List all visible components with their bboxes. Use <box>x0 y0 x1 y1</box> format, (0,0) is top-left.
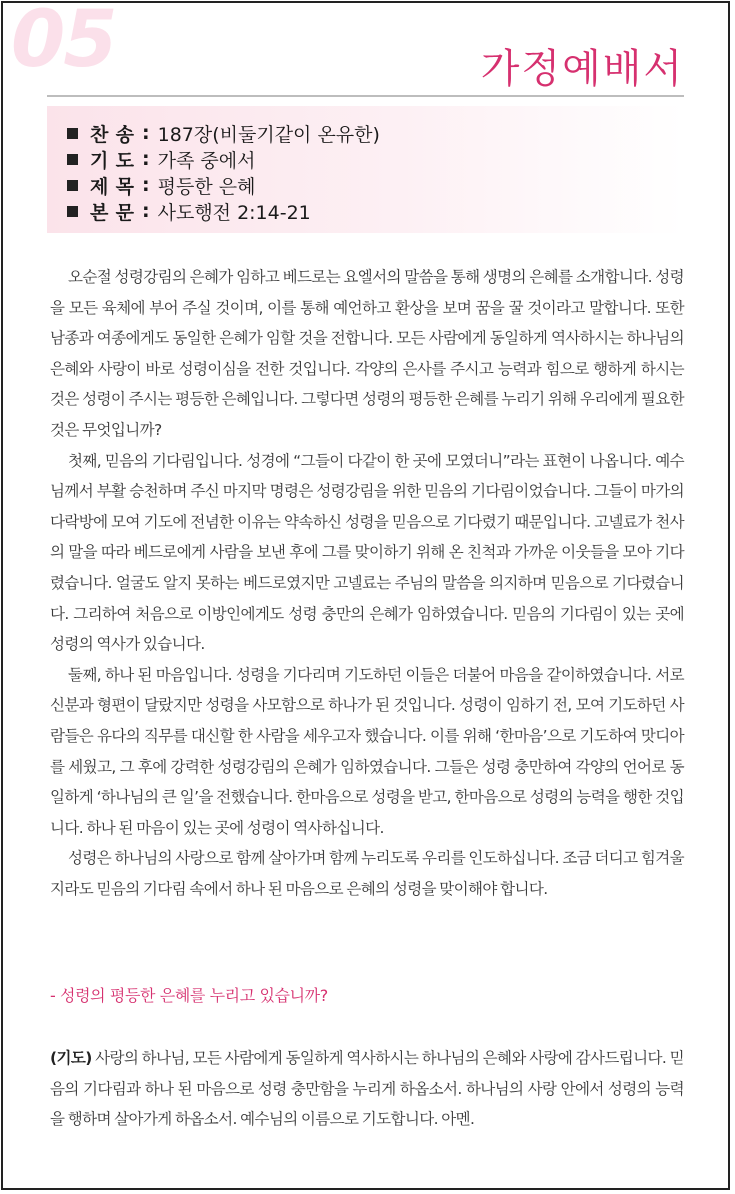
square-bullet-icon <box>67 128 78 139</box>
info-colon: : <box>142 148 150 170</box>
page-number: 05 <box>11 0 116 85</box>
sermon-paragraph: 둘째, 하나 된 마음입니다. 성령을 기다리며 기도하던 이들은 더불어 마음을 같이하였습니다. 서로 신분과 형편이 달랐지만 성령을 사모함으로 하나가 된 것입니다. 성령이 임하기 전, 모여 기도하던 사람들은 유다의 직무를 대신할 한 사람을 세우고자 했습니다. 이를 위해 ‘한마음’으로 기도하여 맛디아를 세웠고, 그 후에 강력한 성령강림의 은혜가 임하였습니다. 그들은 성령 충만하여 각양의 언어로 동일하게 ‘하나님의 큰 일’을 전했습니다. 한마음으로 성령을 받고, 한마음으로 성령의 능력을 행한 것입니다. 하나 된 마음이 있는 곳에 성령이 역사하십니다. <box>50 665 684 837</box>
worship-info-box <box>47 106 684 233</box>
info-value-hymn: 187장(비둘기같이 온유한) <box>157 123 380 146</box>
title-divider <box>47 95 684 97</box>
square-bullet-icon <box>67 206 78 217</box>
square-bullet-icon <box>67 154 78 165</box>
prayer-tag: (기도) <box>50 1049 92 1067</box>
info-label-char: 제 <box>90 175 109 198</box>
closing-prayer <box>50 1043 684 1135</box>
info-label-char: 도 <box>115 149 134 172</box>
info-row-hymn <box>67 120 684 146</box>
info-row-scripture <box>67 198 684 224</box>
info-label-char: 기 <box>90 149 109 172</box>
info-colon: : <box>142 122 150 144</box>
info-colon: : <box>142 200 150 222</box>
sermon-paragraph: 첫째, 믿음의 기다림입니다. 성경에 “그들이 다같이 한 곳에 모였더니”라는 표현이 나옵니다. 예수님께서 부활 승천하며 주신 마지막 명령은 성령강림을 위한 믿음의 기다림이었습니다. 그들이 마가의 다락방에 모여 기도에 전념한 이유는 약속하신 성령을 믿음으로 기다렸기 때문입니다. 고넬료가 천사의 말을 따라 베드로에게 사람을 보낸 후에 그를 맞이하기 위해 온 친척과 가까운 이웃들을 모아 기다렸습니다. 얼굴도 알지 못하는 베드로였지만 고넬료는 주님의 말씀을 의지하며 믿음으로 기다렸습니다. 그리하여 처음으로 이방인에게도 성령 충만의 은혜가 임하였습니다. 믿음의 기다림이 있는 곳에 성령의 역사가 있습니다. <box>50 451 684 654</box>
page-frame <box>1 1 730 1190</box>
info-value-prayer: 가족 중에서 <box>157 149 256 172</box>
info-value-title: 평등한 은혜 <box>157 175 256 198</box>
sermon-paragraph: 성령은 하나님의 사랑으로 함께 살아가며 함께 누리도록 우리를 인도하십니다. 조금 더디고 힘겨울지라도 믿음의 기다림 속에서 하나 된 마음으로 은혜의 성령을 맞이해야 합니다. <box>50 849 684 898</box>
info-label <box>90 120 134 147</box>
sermon-body <box>50 262 684 904</box>
info-label-char: 본 <box>90 201 109 224</box>
info-row-title <box>67 172 684 198</box>
info-label-char: 목 <box>115 175 134 198</box>
info-value-scripture: 사도행전 2:14-21 <box>157 201 311 224</box>
prayer-text: 사랑의 하나님, 모든 사람에게 동일하게 역사하시는 하나님의 은혜와 사랑에 감사드립니다. 믿음의 기다림과 하나 된 마음으로 성령 충만함을 누리게 하옵소서. 하나님의 사랑 안에서 성령의 능력을 행하며 살아가게 하옵소서. 예수님의 이름으로 기도합니다. 아멘. <box>50 1049 684 1129</box>
page-title: 가정예배서 <box>480 46 684 92</box>
info-colon: : <box>142 174 150 196</box>
info-label-char: 찬 <box>90 123 109 146</box>
info-label <box>90 172 134 199</box>
square-bullet-icon <box>67 180 78 191</box>
info-label <box>90 146 134 173</box>
info-label-char: 송 <box>115 123 134 146</box>
info-row-prayer <box>67 146 684 172</box>
reflection-question: - 성령의 평등한 은혜를 누리고 있습니까? <box>50 986 328 1005</box>
info-label-char: 문 <box>115 201 134 224</box>
info-label <box>90 198 134 225</box>
sermon-paragraph: 오순절 성령강림의 은혜가 임하고 베드로는 요엘서의 말씀을 통해 생명의 은혜를 소개합니다. 성령을 모든 육체에 부어 주실 것이며, 이를 통해 예언하고 환상을 보며 꿈을 꿀 것이라고 말합니다. 또한 남종과 여종에게도 동일한 은혜가 임할 것을 전합니다. 모든 사람에게 동일하게 역사하시는 하나님의 은혜와 사랑이 바로 성령이심을 전한 것입니다. 각양의 은사를 주시고 능력과 힘으로 행하게 하시는 것은 성령이 주시는 평등한 은혜입니다. 그렇다면 성령의 평등한 은혜를 누리기 위해 우리에게 필요한 것은 무엇입니까? <box>50 268 684 439</box>
